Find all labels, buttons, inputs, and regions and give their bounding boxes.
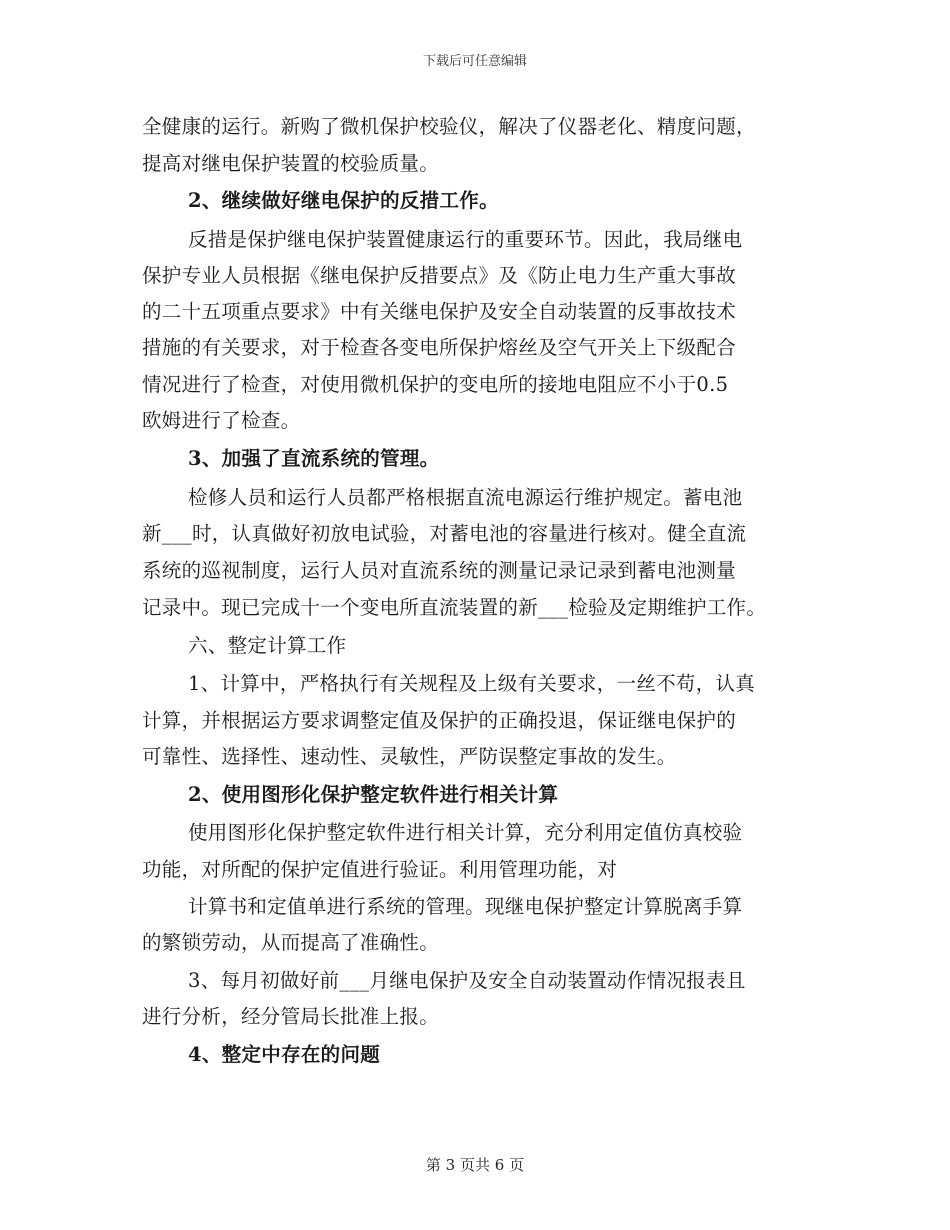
section-heading: 2、使用图形化保护整定软件进行相关计算: [188, 783, 559, 806]
text-line: 系统的巡视制度，运行人员对直流系统的测量记录记录到蓄电池测量: [142, 559, 737, 582]
text-line: 的二十五项重点要求》中有关继电保护及安全自动装置的反事故技术: [142, 300, 737, 323]
text-line: 计算，并根据运方要求调整定值及保护的正确投退，保证继电保护的: [142, 709, 737, 732]
text-line: 检修人员和运行人员都严格根据直流电源运行维护规定。蓄电池: [188, 486, 743, 509]
text-line: 反措是保护继电保护装置健康运行的重要环节。因此，我局继电: [188, 228, 743, 251]
text-line: 情况进行了检查，对使用微机保护的变电所的接地电阻应不小于0.5: [142, 373, 729, 396]
section-heading: 2、继续做好继电保护的反措工作。: [188, 189, 499, 212]
text-line: 保护专业人员根据《继电保护反措要点》及《防止电力生产重大事故: [142, 264, 737, 287]
text-line: 提高对继电保护装置的校验质量。: [142, 152, 440, 175]
text-line: 1、计算中，严格执行有关规程及上级有关要求，一丝不苟，认真: [188, 672, 756, 695]
text-line: 计算书和定值单进行系统的管理。现继电保护整定计算脱离手算: [188, 895, 743, 918]
section-heading: 六、整定计算工作: [188, 634, 347, 657]
section-heading: 4、整定中存在的问题: [188, 1043, 381, 1066]
section-heading: 3、加强了直流系统的管理。: [188, 447, 440, 470]
text-line: 功能，对所配的保护定值进行验证。利用管理功能，对: [142, 858, 618, 881]
text-line: 欧姆进行了检查。: [142, 409, 301, 432]
text-line: 3、每月初做好前___月继电保护及安全自动装置动作情况报表且: [188, 969, 746, 992]
page-header: 下载后可任意编辑: [422, 54, 527, 69]
text-line: 措施的有关要求，对于检查各变电所保护熔丝及空气开关上下级配合: [142, 336, 737, 359]
text-line: 的繁锁劳动，从而提高了准确性。: [142, 931, 440, 954]
text-line: 新___时，认真做好初放电试验，对蓄电池的容量进行核对。健全直流: [142, 522, 747, 545]
text-line: 全健康的运行。新购了微机保护校验仪，解决了仪器老化、精度问题，: [142, 115, 756, 138]
text-line: 使用图形化保护整定软件进行相关计算，充分利用定值仿真校验: [188, 821, 743, 844]
page-footer: 第 3 页共 6 页: [425, 1156, 525, 1174]
text-line: 可靠性、选择性、速动性、灵敏性，严防误整定事故的发生。: [142, 745, 677, 768]
text-line: 记录中。现已完成十一个变电所直流装置的新___检验及定期维护工作。: [142, 596, 767, 619]
text-line: 进行分析，经分管局长批准上报。: [142, 1005, 440, 1028]
